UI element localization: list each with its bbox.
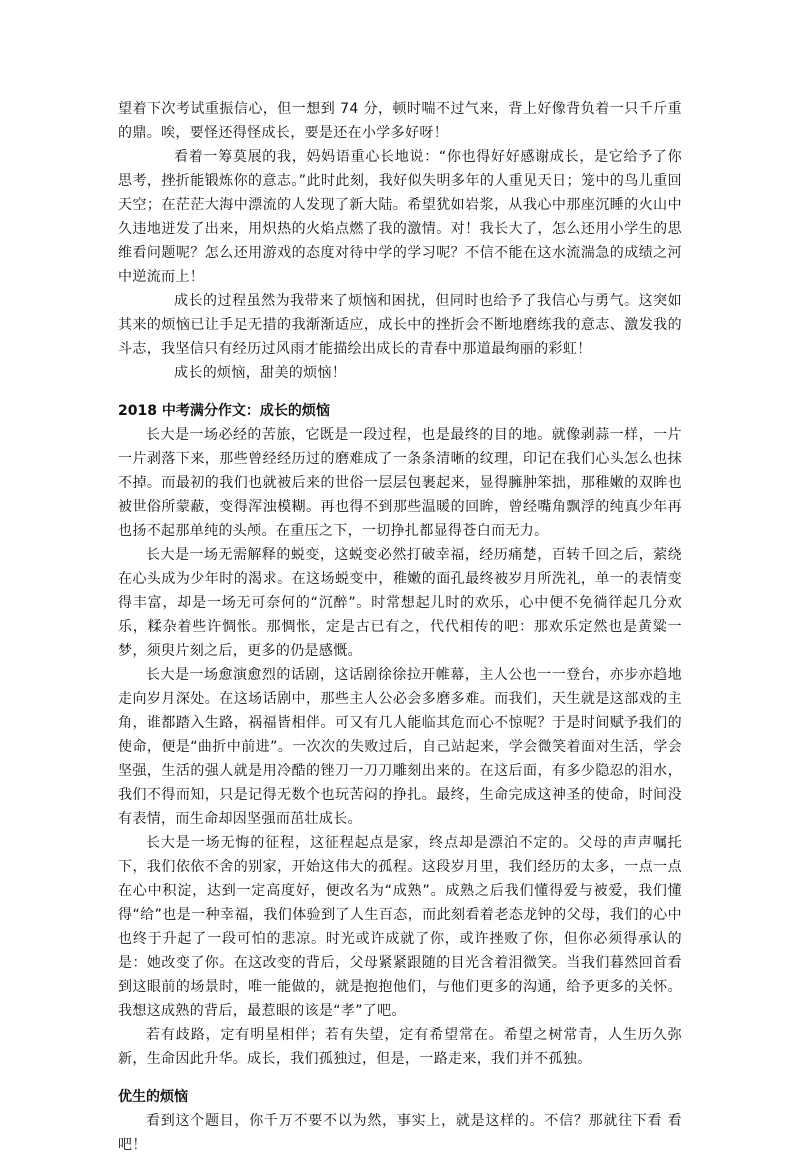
paragraph: 看着一筹莫展的我，妈妈语重心长地说：“你也得好好感谢成长，是它给予了你思考，挫折能锻炼你的意志。”此时此刻，我好似失明多年的人重见天日；笼中的鸟儿重回天空；在茫茫大海中漂流的人发现了新大陆。希望犹如岩浆，从我心中那座沉睡的火山中久违地迸发了出来，用炽热的火焰点燃了我的激情。对！我长大了，怎么还用小学生的思维看问题呢？怎么还用游戏的态度对待中学的学习呢？不信不能在这水流湍急的成绩之河中逆流而上！ <box>118 149 682 285</box>
essay-title: 优生的烦恼 <box>118 1089 188 1105</box>
essay-title: 2018 中考满分作文：成长的烦恼 <box>118 403 330 419</box>
paragraph: 望着下次考试重振信心，但一想到 74 分，顿时喘不过气来，背上好像背负着一只千斤重的鼎。唉，要怪还得怪成长，要是还在小学多好呀！ <box>118 101 682 141</box>
paragraph: 长大是一场无需解释的蜕变，这蜕变必然打破幸福，经历痛楚，百转千回之后，萦绕在心头成为少年时的渴求。在这场蜕变中，稚嫩的面孔最终被岁月所洗礼，单一的表情变得丰富，却是一场无可奈何的“沉醉”。时常想起儿时的欢乐，心中便不免徜徉起几分欢乐，糅杂着些许惆怅。那惆怅，定是古已有之，代代相传的吧：那欢乐定然也是黄粱一梦，须臾片刻之后，更多的仍是感慨。 <box>118 547 682 659</box>
paragraph: 长大是一场无悔的征程，这征程起点是家，终点却是漂泊不定的。父母的声声嘱托下，我们依依不舍的别家，开始这伟大的孤程。这段岁月里，我们经历的太多，一点一点在心中积淀，达到一定高度好，便改名为“成熟”。成熟之后我们懂得爱与被爱，我们懂得“给”也是一种幸福，我们体验到了人生百态，而此刻看着老态龙钟的父母，我们的心中也终于升起了一段可怕的悲凉。时光或许成就了你，或许挫败了你，但你必须得承认的是：她改变了你。在这改变的背后，父母紧紧跟随的目光含着泪微笑。当我们暮然回首看到这眼前的场景时，唯一能做的，就是抱抱他们，与他们更多的沟通，给予更多的关怀。我想这成熟的背后，最惹眼的该是“孝”了吧。 <box>118 835 682 1019</box>
document-body <box>118 97 682 1157</box>
paragraph: 长大是一场愈演愈烈的话剧，这话剧徐徐拉开帷幕，主人公也一一登台，亦步亦趋地走向岁月深处。在这场话剧中，那些主人公必会多磨多难。而我们，天生就是这部戏的主角，谁都踏入生路，祸福皆相伴。可又有几人能临其危而心不惊呢？于是时间赋予我们的使命，便是“曲折中前进”。一次次的失败过后，自己站起来，学会微笑着面对生活，学会坚强，生活的强人就是用冷酷的锉刀一刀刀雕刻出来的。在这后面，有多少隐忍的泪水，我们不得而知，只是记得无数个也玩苦闷的挣扎。最终，生命完成这神圣的使命，时间没有表情，而生命却因坚强而茁壮成长。 <box>118 667 682 827</box>
spacer <box>118 1071 682 1085</box>
paragraph: 成长的过程虽然为我带来了烦恼和困扰，但同时也给予了我信心与勇气。这突如其来的烦恼已让手足无措的我渐渐适应，成长中的挫折会不断地磨练我的意志、激发我的斗志，我坚信只有经历过风雨才能描绘出成长的青春中那道最绚丽的彩虹！ <box>118 293 682 357</box>
paragraph: 看到这个题目，你千万不要不以为然，事实上，就是这样的。不信？那就往下看 看吧！ <box>118 1113 682 1153</box>
paragraph: 成长的烦恼，甜美的烦恼！ <box>174 365 347 381</box>
spacer <box>118 385 682 399</box>
paragraph: 长大是一场必经的苦旅，它既是一段过程，也是最终的目的地。就像剥蒜一样，一片一片剥落下来，那些曾经经历过的磨难成了一条条清晰的纹理，印记在我们心头怎么也抹不掉。而最初的我们也就被后来的世俗一层层包裹起来，显得臃肿笨拙，那稚嫩的双眸也被世俗所蒙蔽，变得浑浊模糊。再也得不到那些温暖的回眸，曾经嘴角飘浮的纯真少年再也扬不起那单纯的头颅。在重压之下，一切挣扎都显得苍白而无力。 <box>118 427 682 539</box>
paragraph: 若有歧路，定有明星相伴；若有失望，定有希望常在。希望之树常青，人生历久弥新，生命因此升华。成长，我们孤独过，但是，一路走来，我们并不孤独。 <box>118 1027 682 1067</box>
